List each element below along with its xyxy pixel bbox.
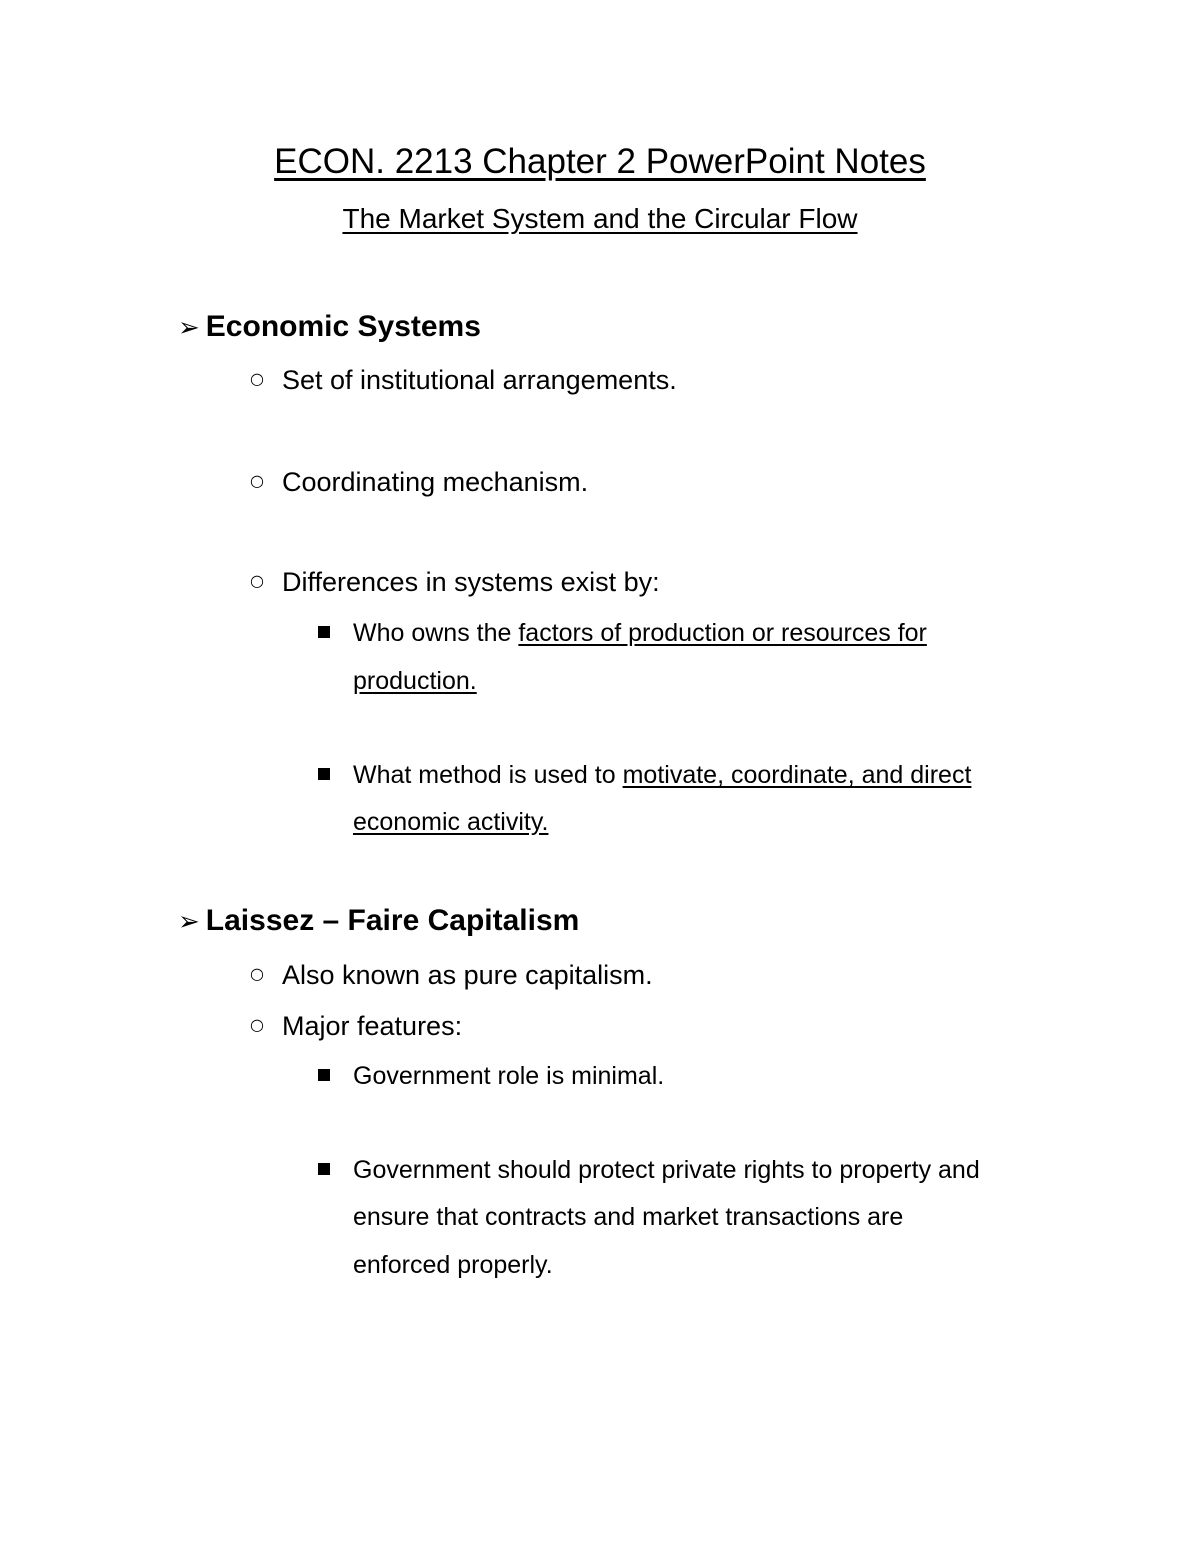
sub-list-item-text: What method is used to xyxy=(353,761,623,789)
hollow-circle-bullet-icon: ○ xyxy=(250,964,264,984)
arrowhead-bullet-icon: ➢ xyxy=(178,907,200,937)
hollow-circle-bullet-icon: ○ xyxy=(250,1015,264,1035)
list-item-text: Also known as pure capitalism. xyxy=(282,960,653,990)
sub-list-item xyxy=(318,619,927,648)
sub-list-item-continuation xyxy=(353,1203,903,1232)
list-item xyxy=(250,467,588,498)
sub-list-item-text: Who owns the xyxy=(353,619,519,647)
sub-list-item-text: Government role is minimal. xyxy=(353,1062,665,1090)
document-title: ECON. 2213 Chapter 2 PowerPoint Notes xyxy=(274,142,926,181)
list-item xyxy=(250,365,677,396)
list-item-text: Coordinating mechanism. xyxy=(282,467,589,497)
filled-square-bullet-icon xyxy=(318,768,330,780)
sub-list-item-text: Government should protect private rights to property and xyxy=(353,1156,980,1184)
list-item xyxy=(250,1011,462,1042)
filled-square-bullet-icon xyxy=(318,1163,330,1175)
sub-list-item-text: enforced properly. xyxy=(353,1251,553,1279)
sub-list-item-continuation xyxy=(353,667,477,696)
section-heading-laissez-faire-capitalism xyxy=(178,904,579,938)
list-item-text: Differences in systems exist by: xyxy=(282,567,660,597)
underlined-text: production. xyxy=(353,667,477,695)
list-item-text: Major features: xyxy=(282,1011,463,1041)
filled-square-bullet-icon xyxy=(318,626,330,638)
list-item-text: Set of institutional arrangements. xyxy=(282,365,677,395)
filled-square-bullet-icon xyxy=(318,1069,330,1081)
list-item xyxy=(250,960,653,991)
sub-list-item xyxy=(318,761,971,790)
section-heading-economic-systems xyxy=(178,310,481,344)
sub-list-item-continuation xyxy=(353,1251,553,1280)
underlined-text: factors of production or resources for xyxy=(518,619,927,647)
underlined-text: economic activity. xyxy=(353,808,549,836)
hollow-circle-bullet-icon: ○ xyxy=(250,369,264,389)
section-heading-label: Laissez – Faire Capitalism xyxy=(205,904,580,937)
sub-list-item-text: ensure that contracts and market transactions are xyxy=(353,1203,904,1231)
sub-list-item-continuation xyxy=(353,808,548,837)
arrowhead-bullet-icon: ➢ xyxy=(178,313,200,343)
section-heading-label: Economic Systems xyxy=(205,310,481,343)
hollow-circle-bullet-icon: ○ xyxy=(250,571,264,591)
list-item xyxy=(250,567,660,598)
underlined-text: motivate, coordinate, and direct xyxy=(622,761,972,789)
hollow-circle-bullet-icon: ○ xyxy=(250,471,264,491)
sub-list-item xyxy=(318,1156,980,1185)
sub-list-item xyxy=(318,1062,664,1091)
document-subtitle: The Market System and the Circular Flow xyxy=(342,203,858,234)
